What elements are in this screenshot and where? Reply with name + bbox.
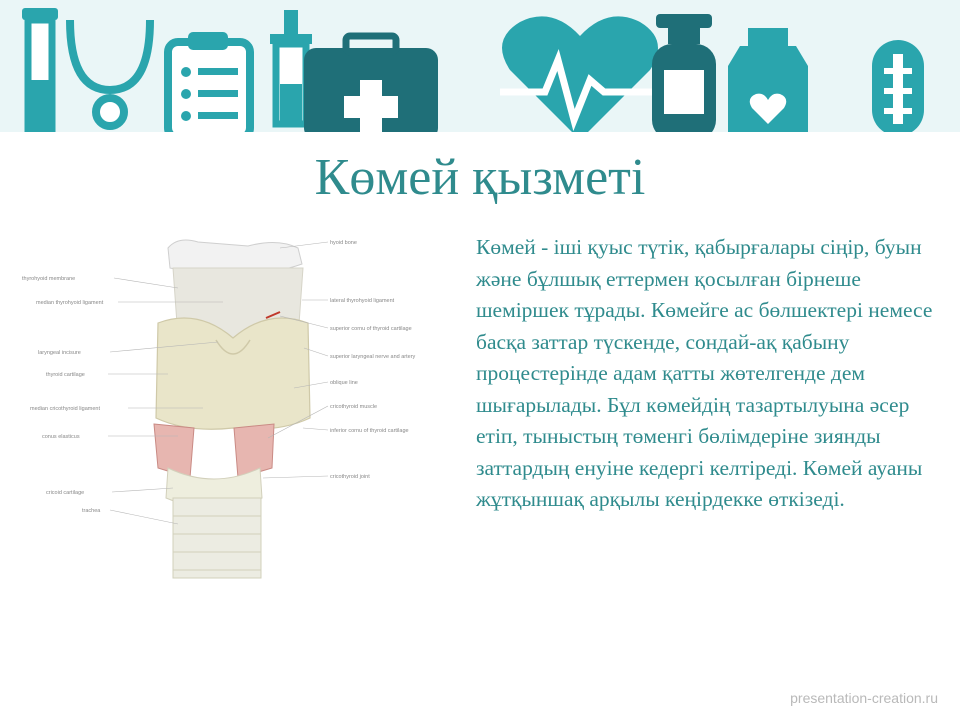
label-hyoid-bone: hyoid bone [330,240,357,246]
slide-title: Көмей қызметі [314,149,646,206]
label-cricothyroid-joint: cricothyroid joint [330,474,370,480]
label-thyroid-cartilage: thyroid cartilage [46,372,85,378]
label-oblique-line: oblique line [330,380,358,386]
watermark: presentation-creation.ru [790,690,938,706]
test-tube-icon [22,8,58,132]
clipboard-icon [168,32,250,132]
label-superior-cornu: superior cornu of thyroid cartilage [330,326,412,332]
label-conus-elasticus: conus elasticus [42,434,80,440]
label-median-thyrohyoid-ligament: median thyrohyoid ligament [36,300,104,306]
thermometer-icon [872,40,924,132]
label-superior-laryngeal-nerve: superior laryngeal nerve and artery [330,354,416,360]
label-laryngeal-incisure: laryngeal incisure [38,350,81,356]
medical-case-icon [304,36,438,132]
label-lateral-thyrohyoid-ligament: lateral thyrohyoid ligament [330,298,395,304]
label-median-cricothyroid-ligament: median cricothyroid ligament [30,406,101,412]
header-banner [0,0,960,132]
oxygen-tank-icon [652,14,716,132]
label-cricoid-cartilage: cricoid cartilage [46,490,85,496]
slide-body-text: Көмей - іші қуыс түтік, қабырғалары сіңір, буын және бұлшық еттермен қосылған бірнеше шеміршек тұрады. Көмейге ас бөлшектері немесе басқа заттар түскенде, сондай-ақ қабыну процестерінде адам қатты жөтелгенде дем шығарылады. Бұл көмейдің тазартылуына әсер етіп, тыныстың төменгі бөлімдеріне зиянды заттардың енуіне кедергі келтіреді. Көмей ауаны жұтқыншақ арқылы кеңірдекке өткізеді. [476,235,933,511]
stethoscope-icon [70,20,150,126]
larynx-diagram [18,228,438,588]
medicine-bottle-icon [728,28,808,132]
label-cricothyroid-muscle: cricothyroid muscle [330,404,378,410]
label-thyrohyoid-membrane: thyrohyoid membrane [22,276,76,282]
label-inferior-cornu: inferior cornu of thyroid cartilage [330,428,409,434]
heart-icon [500,16,660,132]
medical-icons-pattern [0,0,960,132]
label-trachea: trachea [82,508,101,514]
